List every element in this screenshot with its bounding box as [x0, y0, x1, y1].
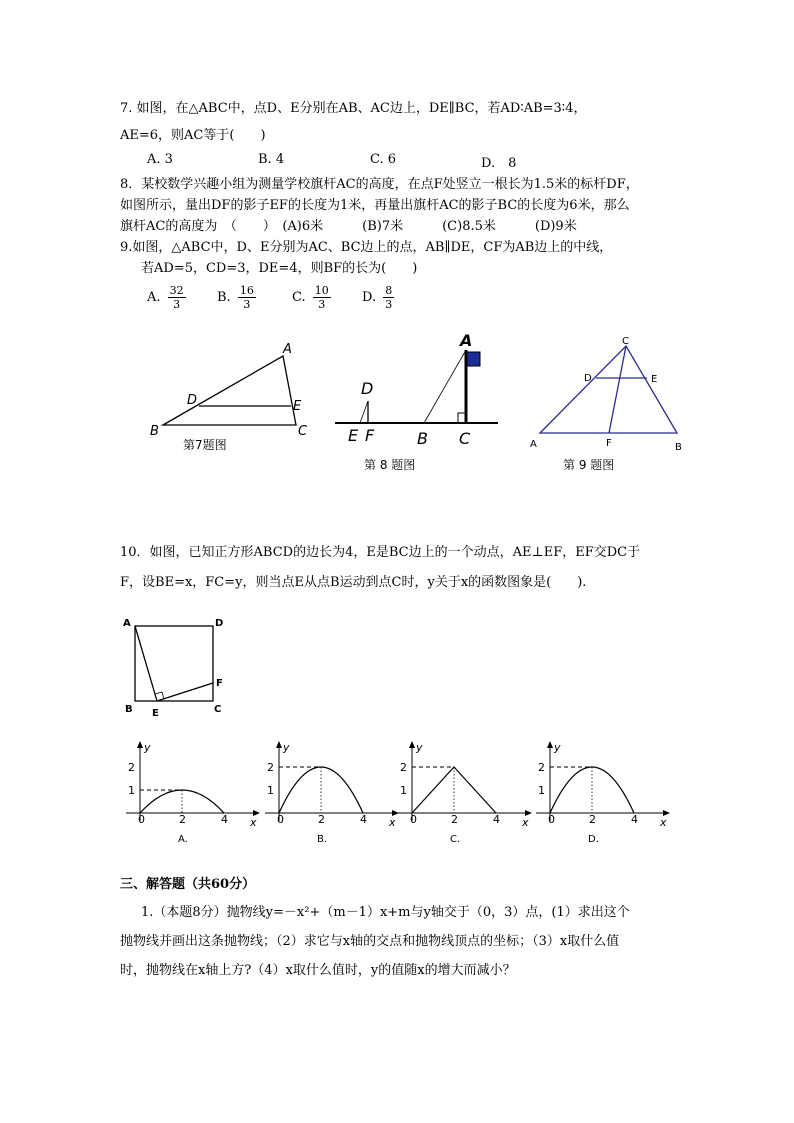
graph-d-tick-x4: 4 [631, 813, 638, 826]
graph-d-tick-y1: 1 [538, 784, 545, 797]
square-label-e: E [152, 708, 159, 719]
q9-option-c-label: C. [292, 290, 306, 305]
q7-option-c: C. 6 [370, 152, 397, 167]
graph-c-tick-x2: 2 [451, 813, 458, 826]
graph-d-tick-y2: 2 [538, 761, 545, 774]
section3-p1-line1: 1.（本题8分）抛物线y=－x²+（m－1）x+m与y轴交于（0，3）点，(1）求出这个 [141, 905, 630, 920]
graph-b-x-label: x [389, 816, 396, 829]
fig7-label-a: A [283, 342, 292, 357]
q8-line3: 旗杆AC的高度为 （ ） (A)6米 (B)7米 (C)8.5米 (D)9米 [120, 219, 577, 234]
fig9-label-b: B [675, 442, 682, 453]
graph-a-tick-x4: 4 [221, 813, 228, 826]
graph-b-caption: B. [317, 834, 328, 845]
section3-title: 三、解答题（共60分） [120, 877, 256, 892]
graph-d-tick-x0: 0 [548, 813, 555, 826]
fig8-caption: 第 8 题图 [364, 458, 416, 472]
q9-option-a-label: A. [147, 290, 161, 305]
q9-option-b-label: B. [217, 290, 231, 305]
graph-c-y-label: y [416, 741, 423, 754]
square-label-a: A [123, 618, 131, 629]
graph-a-tick-y1: 1 [128, 784, 135, 797]
graph-a-x-label: x [250, 816, 257, 829]
fig9-label-e: E [651, 374, 658, 385]
square-label-d: D [215, 618, 224, 629]
graph-d-tick-x2: 2 [589, 813, 596, 826]
fig7-caption: 第7题图 [183, 438, 227, 452]
fig8-label-a: A [460, 331, 473, 350]
q9-option-c-den: 3 [318, 298, 326, 311]
graph-d-x-label: x [660, 816, 667, 829]
square-label-f: F [216, 678, 223, 689]
fig9-label-a: A [530, 439, 537, 450]
q9-line2: 若AD=5，CD=3，DE=4，则BF的长为( ) [141, 261, 418, 276]
fig9-label-d: D [584, 373, 592, 384]
fig9-label-f: F [606, 438, 612, 449]
graph-c-tick-x0: 0 [410, 813, 417, 826]
fig8-label-b: B [417, 429, 428, 448]
q9-option-d-num: 8 [385, 284, 393, 297]
q9-option-a-den: 3 [173, 298, 181, 311]
graph-c-x-label: x [522, 816, 529, 829]
graph-c-caption: C. [450, 834, 461, 845]
q10-line1: 10．如图，已知正方形ABCD的边长为4，E是BC边上的一个动点，AE⊥EF，EF交DC于 [120, 545, 641, 560]
graph-a-y-label: y [144, 741, 151, 754]
fig7-label-e: E [293, 399, 302, 414]
q9-option-c-num: 10 [314, 284, 329, 297]
graph-a-caption: A. [178, 834, 188, 845]
q9-option-b-num: 16 [239, 284, 254, 297]
fig8-label-c: C [459, 429, 471, 448]
q9-option-b-den: 3 [243, 298, 251, 311]
q8-line1: 8．某校数学兴趣小组为测量学校旗杆AC的高度，在点F处竖立一根长为1.5米的标杆DF， [120, 177, 639, 192]
fig7-label-c: C [298, 424, 308, 439]
fig8-label-d: D [361, 379, 374, 398]
graph-b-tick-x0: 0 [277, 813, 284, 826]
q7-option-d: D. 8 [481, 156, 517, 171]
q7-option-a: A. 3 [147, 152, 173, 167]
graph-b-tick-x4: 4 [360, 813, 367, 826]
fig9-caption: 第 9 题图 [563, 458, 615, 472]
graph-c-tick-y2: 2 [400, 761, 407, 774]
graph-c-tick-y1: 1 [400, 784, 407, 797]
section3-p1-line2: 抛物线并画出这条抛物线；（2）求它与x轴的交点和抛物线顶点的坐标；（3）x取什么值 [120, 934, 620, 949]
fig8-label-e: E [348, 426, 359, 445]
graph-c-tick-x4: 4 [493, 813, 500, 826]
q9-line1: 9.如图，△ABC中，D、E分别为AC、BC边上的点，AB∥DE，CF为AB边上的中线， [120, 240, 613, 255]
fig7-label-b: B [150, 424, 159, 439]
section3-p1-line3: 时，抛物线在x轴上方?（4）x取什么值时，y的值随x的增大而减小？ [120, 963, 516, 978]
graph-d-y-arrow [547, 741, 553, 748]
graph-b-tick-y2: 2 [267, 761, 274, 774]
graph-b-y-label: y [283, 741, 290, 754]
graph-d-y-label: y [554, 741, 561, 754]
square-label-c: C [214, 704, 222, 715]
graph-d-caption: D. [588, 834, 599, 845]
fig9-label-c: C [622, 336, 629, 347]
graph-a-tick-y2: 2 [128, 761, 135, 774]
q10-line2: F，设BE=x，FC=y，则当点E从点B运动到点C时，y关于x的函数图象是( ). [120, 575, 587, 590]
graph-b-tick-y1: 1 [267, 784, 274, 797]
q7-option-b: B. 4 [258, 152, 285, 167]
square-label-b: B [125, 704, 133, 715]
graph-a-tick-x0: 0 [138, 813, 145, 826]
q8-line2: 如图所示，量出DF的影子EF的长度为1米，再量出旗杆AC的影子BC的长度为6米，那么 [120, 198, 630, 213]
q9-option-d-den: 3 [385, 298, 393, 311]
q9-option-d-label: D. [362, 290, 377, 305]
q7-line2: AE=6，则AC等于( ) [120, 128, 266, 143]
q7-line1: 7. 如图，在△ABC中，点D、E分别在AB、AC边上，DE∥BC，若AD∶AB=3∶4， [120, 101, 587, 116]
fig8-label-f: F [365, 426, 375, 445]
fig7-label-d: D [187, 393, 198, 408]
graph-b-tick-x2: 2 [318, 813, 325, 826]
graph-a-tick-x2: 2 [179, 813, 186, 826]
q9-option-a-num: 32 [169, 284, 184, 297]
